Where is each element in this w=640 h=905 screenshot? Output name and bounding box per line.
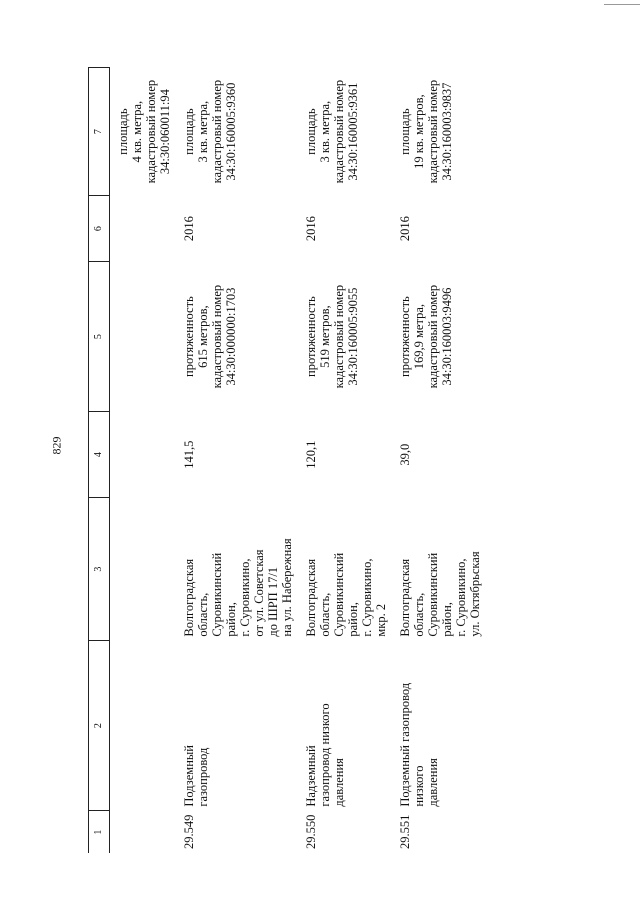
col-header-5: 5: [89, 262, 110, 412]
object-year: 2016: [398, 216, 412, 242]
continuation-area-cell: площадь 4 кв. метра, кадастровый номер 34:30:060011:94: [116, 79, 172, 184]
object-area: площадь 3 кв. метра, кадастровый номер 34:30:160005:9361: [304, 79, 360, 184]
registry-table: [88, 67, 486, 853]
object-name: Подземный газопровод: [182, 745, 210, 807]
header-row: [89, 68, 110, 853]
object-name: Надземный газопровод низкого давления: [304, 703, 346, 807]
col-header-7: 7: [89, 68, 110, 196]
table-row: [176, 68, 298, 853]
object-year: 2016: [304, 216, 318, 242]
object-address: Волгоградская область, Суровикинский район, г. Суровикино, от ул. Советская до ШРП 17/1 на ул. Набережная: [182, 538, 294, 637]
col-header-3: 3: [89, 498, 110, 641]
object-value: 39,0: [398, 443, 412, 466]
row-number: 29.551: [398, 814, 412, 849]
table-row: [392, 68, 486, 853]
page-number: 829: [49, 436, 64, 455]
object-value: 141,5: [182, 440, 196, 469]
object-address: Волгоградская область, Суровикинский район, г. Суровикино, мкр. 2: [304, 552, 388, 637]
col-header-2: 2: [89, 641, 110, 811]
col-header-4: 4: [89, 412, 110, 498]
object-characteristics: протяженность 615 метров, кадастровый номер 34:30:000000:1703: [182, 284, 238, 389]
object-value: 120,1: [304, 440, 318, 469]
table-row: [298, 68, 392, 853]
object-area: площадь 3 кв. метра, кадастровый номер 34:30:160005:9360: [182, 79, 238, 184]
col-header-6: 6: [89, 196, 110, 262]
object-area: площадь 19 кв. метров, кадастровый номер 34:30:160003:9837: [398, 79, 454, 184]
col-header-1: 1: [89, 811, 110, 853]
object-name: Подземный газопровод низкого давления: [398, 682, 440, 807]
object-address: Волгоградская область, Суровикинский район, г. Суровикино, ул. Октябрьская: [398, 551, 482, 637]
object-year: 2016: [182, 216, 196, 242]
row-number: 29.550: [304, 814, 318, 849]
object-characteristics: протяженность 169,9 метра, кадастровый номер 34:30:160003:9496: [398, 284, 454, 389]
row-number: 29.549: [182, 814, 196, 849]
continuation-row: [110, 68, 177, 853]
object-characteristics: протяженность 519 метров, кадастровый номер 34:30:160005:9055: [304, 284, 360, 389]
